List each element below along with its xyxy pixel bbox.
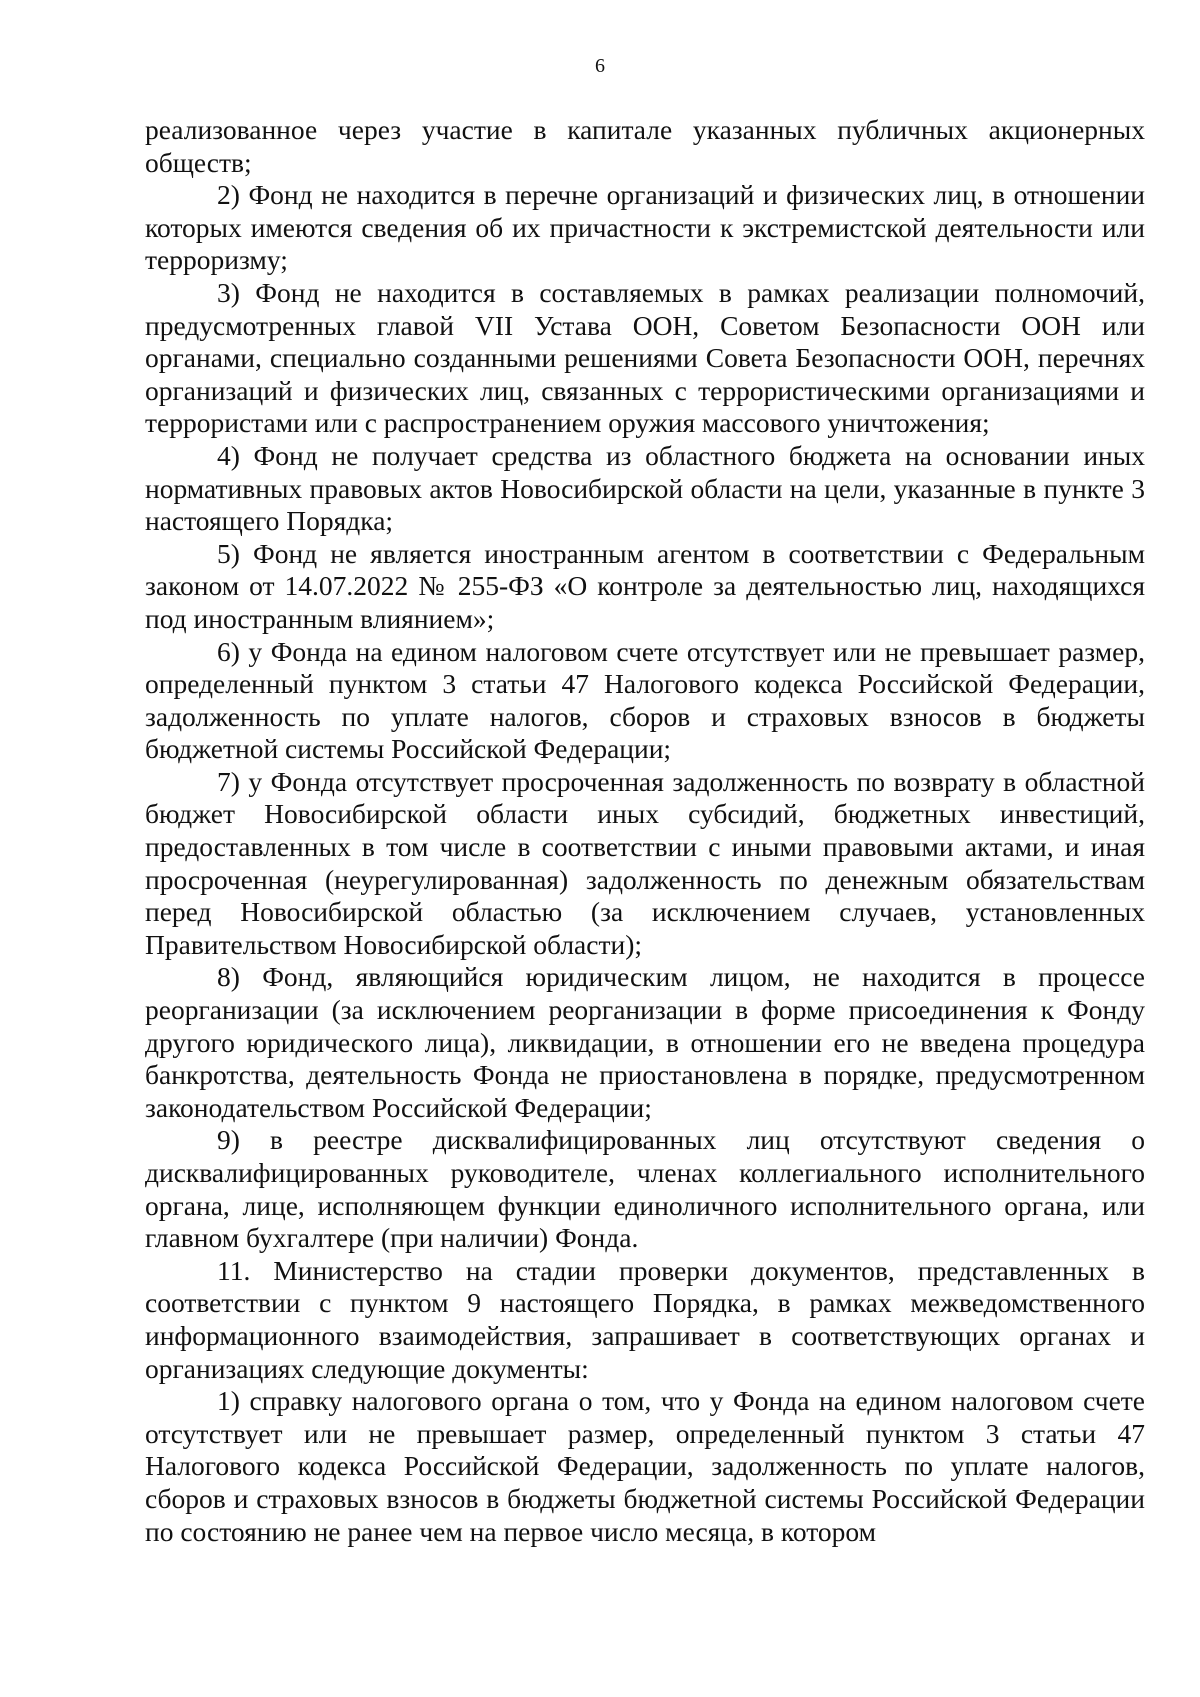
paragraph-item-3: 3) Фонд не находится в составляемых в рамках реализации полномочий, предусмотренных главой VII Устава ООН, Советом Безопасности ООН или органами, специально созданными решениями Совета Безопасности ООН, перечнях организаций и физических лиц, связанных с террористическими организациями и террористами или с распространением оружия массового уничтожения; (145, 276, 1145, 439)
paragraph-section-11: 11. Министерство на стадии проверки документов, представленных в соответствии с пунктом 9 настоящего Порядка, в рамках межведомственного информационного взаимодействия, запрашивает в соответствующих органах и организациях следующие документы: (145, 1254, 1145, 1384)
document-body (145, 114, 1145, 1548)
paragraph-continuation: реализованное через участие в капитале указанных публичных акционерных обществ; (145, 114, 1145, 178)
paragraph-section-11-item-1: 1) справку налогового органа о том, что у Фонда на едином налоговом счете отсутствует или не превышает размер, определенный пунктом 3 статьи 47 Налогового кодекса Российской Федерации, задолженность по уплате налогов, сборов и страховых взносов в бюджеты бюджетной системы Российской Федерации по состоянию не ранее чем на первое число месяца, в котором (145, 1385, 1145, 1547)
paragraph-item-8: 8) Фонд, являющийся юридическим лицом, не находится в процессе реорганизации (за исключением реорганизации в форме присоединения к Фонду другого юридического лица), ликвидации, в отношении его не введена процедура банкротства, деятельность Фонда не приостановлена в порядке, предусмотренном законодательством Российской Федерации; (145, 961, 1145, 1123)
paragraph-item-5: 5) Фонд не является иностранным агентом в соответствии с Федеральным законом от 14.07.2022 № 255-ФЗ «О контроле за деятельностью лиц, находящихся под иностранным влиянием»; (145, 537, 1145, 634)
page-number: 6 (595, 55, 605, 77)
paragraph-item-6: 6) у Фонда на едином налоговом счете отсутствует или не превышает размер, определенный пунктом 3 статьи 47 Налогового кодекса Российской Федерации, задолженность по уплате налогов, сборов и страховых взносов в бюджеты бюджетной системы Российской Федерации; (145, 635, 1145, 765)
paragraph-item-9: 9) в реестре дисквалифицированных лиц отсутствуют сведения о дисквалифицированных руководителе, членах коллегиального исполнительного органа, лице, исполняющем функции единоличного исполнительного органа, или главном бухгалтере (при наличии) Фонда. (145, 1124, 1145, 1254)
paragraph-item-2: 2) Фонд не находится в перечне организаций и физических лиц, в отношении которых имеются сведения об их причастности к экстремистской деятельности или терроризму; (145, 179, 1145, 276)
paragraph-item-7: 7) у Фонда отсутствует просроченная задолженность по возврату в областной бюджет Новосибирской области иных субсидий, бюджетных инвестиций, предоставленных в том числе в соответствии с иными правовыми актами, и иная просроченная (неурегулированная) задолженность по денежным обязательствам перед Новосибирской областью (за исключением случаев, установленных Правительством Новосибирской области); (145, 765, 1145, 960)
paragraph-item-4: 4) Фонд не получает средства из областного бюджета на основании иных нормативных правовых актов Новосибирской области на цели, указанные в пункте 3 настоящего Порядка; (145, 439, 1145, 537)
